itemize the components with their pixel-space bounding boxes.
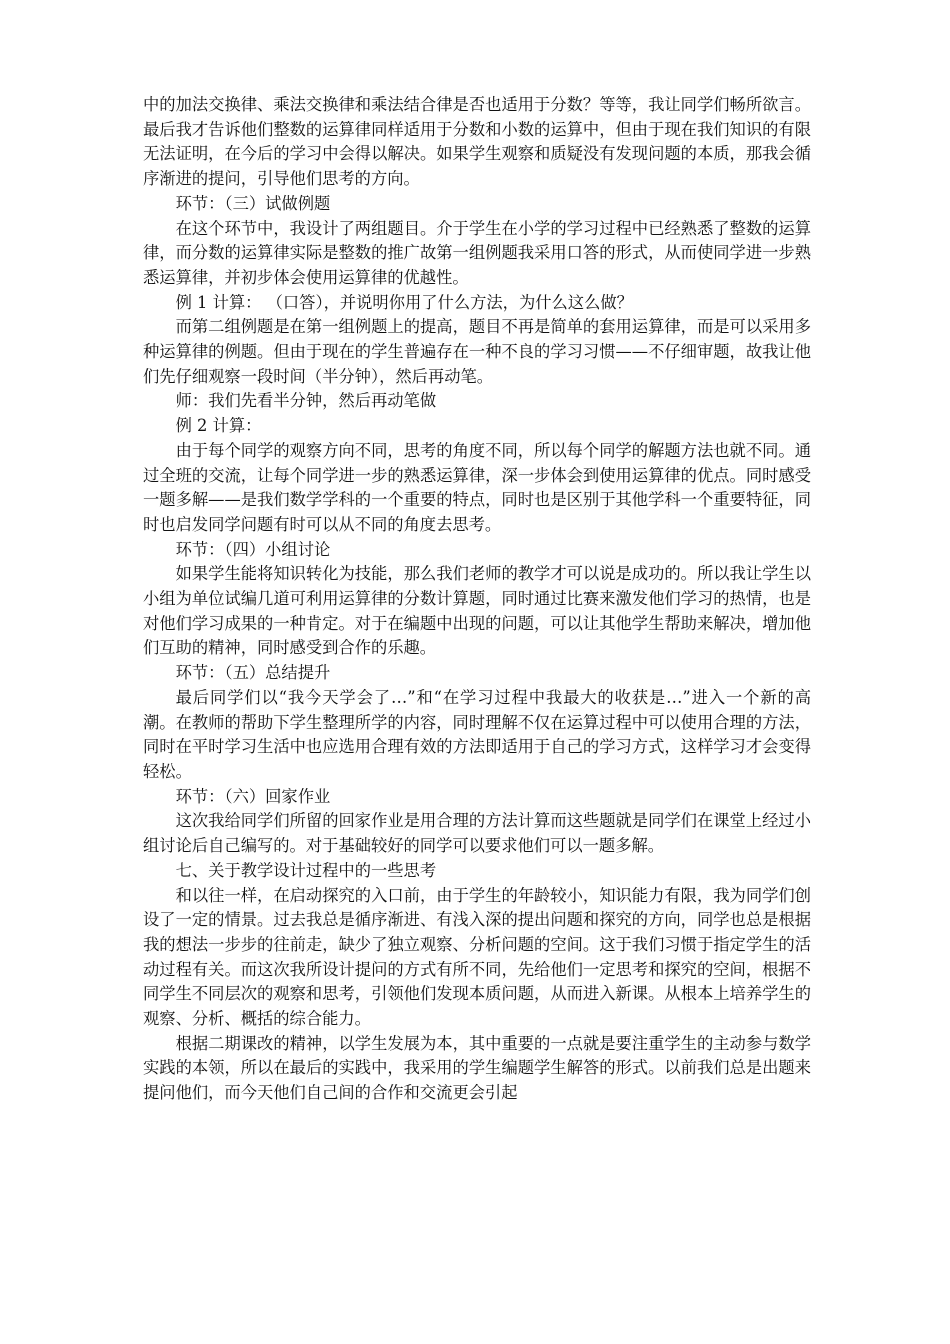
example-2-line: 例 2 计算： [175,416,262,436]
section-heading-group-discussion: 环节：（四）小组讨论 [175,539,331,559]
paragraph-observation: 由于每个同学的观察方向不同，思考的角度不同，所以每个同学的解题方法也就不同。通过全班的交流，让每个同学进一步的熟悉运算律，深一步体会到使用运算律的优点。同时感受一题多解——是我们数学学科的一个重要的特点，同时也是区别于其他学科一个重要特征，同时也启发同学问题有时可以从不同的角度去思考。 [143,440,811,534]
section-heading-reflection: 七、关于教学设计过程中的一些思考 [175,860,437,880]
paragraph-continuation: 中的加法交换律、乘法交换律和乘法结合律是否也适用于分数？等等，我让同学们畅所欲言。最后我才告诉他们整数的运算律同样适用于分数和小数的运算中，但由于现在我们知识的有限无法证明，在今后的学习中会得以解决。如果学生观察和质疑没有发现问题的本质，那我会循序渐进的提问，引导他们思考的方向。 [143,95,811,189]
section-heading-homework: 环节：（六）回家作业 [175,786,331,806]
paragraph-reflection-2: 根据二期课改的精神，以学生发展为本，其中重要的一点就是要注重学生的主动参与数学实践的本领，所以在最后的实践中，我采用的学生编题学生解答的形式。以前我们总是出题来提问他们，而今天他们自己间的合作和交流更会引起 [143,1033,811,1103]
paragraph-homework: 这次我给同学们所留的回家作业是用合理的方法计算而这些题就是同学们在课堂上经过小组讨论后自己编写的。对于基础较好的同学可以要求他们可以一题多解。 [143,811,811,856]
section-heading-trial-examples: 环节：（三）试做例题 [175,193,331,213]
section-heading-summary: 环节：（五）总结提升 [175,663,331,683]
example-1-line: 例 1 计算： （口答），并说明你用了什么方法，为什么这么做？ [175,292,633,312]
paragraph-second-group: 而第二组例题是在第一组例题上的提高，题目不再是简单的套用运算律，而是可以采用多种运算律的例题。但由于现在的学生普遍存在一种不良的学习习惯——不仔细审题，故我让他们先仔细观察一段时间（半分钟），然后再动笔。 [143,317,811,386]
paragraph-reflection-1: 和以往一样，在启动探究的入口前，由于学生的年龄较小，知识能力有限，我为同学们创设了一定的情景。过去我总是循序渐进、有浅入深的提出问题和探究的方向，同学也总是根据我的想法一步步的往前走，缺少了独立观察、分析问题的空间。这于我们习惯于指定学生的活动过程有关。而这次我所设计提问的方式有所不同，先给他们一定思考和探究的空间，根据不同学生不同层次的观察和思考，引领他们发现本质问题，从而进入新课。从根本上培养学生的观察、分析、概括的综合能力。 [143,885,811,1029]
teacher-instruction-line: 师：我们先看半分钟，然后再动笔做 [175,391,437,411]
paragraph-two-groups: 在这个环节中，我设计了两组题目。介于学生在小学的学习过程中已经熟悉了整数的运算律，而分数的运算律实际是整数的推广故第一组例题我采用口答的形式，从而使同学进一步熟悉运算律，并初步体会使用运算律的优越性。 [143,218,811,287]
paragraph-summary: 最后同学们以“我今天学会了…”和“在学习过程中我最大的收获是…”进入一个新的高潮。在教师的帮助下学生整理所学的内容，同时理解不仅在运算过程中可以使用合理的方法，同时在平时学习生活中也应选用合理有效的方法即适用于自己的学习方式，这样学习才会变得轻松。 [143,687,811,781]
paragraph-group-discussion: 如果学生能将知识转化为技能，那么我们老师的教学才可以说是成功的。所以我让学生以小组为单位试编几道可利用运算律的分数计算题，同时通过比赛来激发他们学习的热情，也是对他们学习成果的一种肯定。对于在编题中出现的问题，可以让其他学生帮助来解决，增加他们互助的精神，同时感受到合作的乐趣。 [143,564,811,658]
document-page [143,93,811,1106]
